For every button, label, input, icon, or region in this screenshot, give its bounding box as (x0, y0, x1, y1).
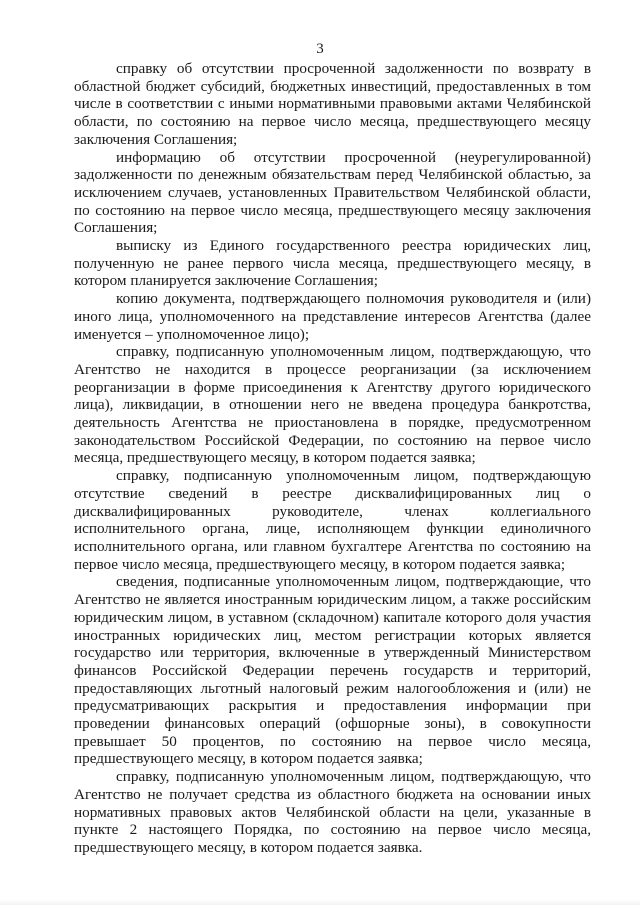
document-body (74, 60, 591, 857)
paragraph-overdue-debt-certificate: справку об отсутствии просроченной задолженности по возврату в областной бюджет субсидий, бюджетных инвестиций, предоставленных в том числе в соответствии с иными нормативными правовыми актами Челябинской области, по состоянию на первое число месяца, предшествующего месяцу заключения Соглашения; (74, 60, 591, 148)
paragraph-reorganization-certificate: справку, подписанную уполномоченным лицом, подтверждающую, что Агентство не находится в процессе реорганизации (за исключением реорганизации в форме присоединения к Агентству другого юридического лица), ликвидации, в отношении него не введена процедура банкротства, деятельность Агентства не приостановлена в порядке, предусмотренном законодательством Российской Федерации, по состоянию на первое число месяца, предшествующего месяцу, в котором подается заявка; (74, 343, 591, 467)
paragraph-authority-document: копию документа, подтверждающего полномочия руководителя и (или) иного лица, уполномоченного на представление интересов Агентства (далее именуется – уполномоченное лицо); (74, 290, 591, 343)
paragraph-disqualification-certificate: справку, подписанную уполномоченным лицом, подтверждающую отсутствие сведений в реестре дисквалифицированных лиц о дисквалифицированных руководителе, членах коллегиального исполнительного органа, лице, исполняющем функции единоличного исполнительного органа, или главном бухгалтере Агентства по состоянию на первое число месяца, предшествующего месяцу, в котором подается заявка; (74, 467, 591, 573)
paragraph-budget-funds-certificate: справку, подписанную уполномоченным лицом, подтверждающую, что Агентство не получает средства из областного бюджета на основании иных нормативных правовых актов Челябинской области на цели, указанные в пункте 2 настоящего Порядка, по состоянию на первое число месяца, предшествующего месяцу, в котором подается заявка. (74, 768, 591, 856)
page-number: 3 (316, 41, 324, 57)
paragraph-registry-extract: выписку из Единого государственного реестра юридических лиц, полученную не ранее первого числа месяца, предшествующего месяцу, в котором планируется заключение Соглашения; (74, 237, 591, 290)
paragraph-foreign-entity-info: сведения, подписанные уполномоченным лицом, подтверждающие, что Агентство не является иностранным юридическим лицом, а также российским юридическим лицом, в уставном (складочном) капитале которого доля участия иностранных юридических лиц, местом регистрации которых является государство или территория, включенные в утвержденный Министерством финансов Российской Федерации перечень государств и территорий, предоставляющих льготный налоговый режим налогообложения и (или) не предусматривающих раскрытия и предоставления информации при проведении финансовых операций (офшорные зоны), в совокупности превышает 50 процентов, по состоянию на первое число месяца, предшествующего месяцу, в котором подается заявка; (74, 573, 591, 768)
scan-bottom-edge (0, 899, 640, 905)
paragraph-unsettled-debt-info: информацию об отсутствии просроченной (неурегулированной) задолженности по денежным обязательствам перед Челябинской областью, за исключением случаев, установленных Правительством Челябинской области, по состоянию на первое число месяца, предшествующего месяцу заключения Соглашения; (74, 148, 591, 237)
